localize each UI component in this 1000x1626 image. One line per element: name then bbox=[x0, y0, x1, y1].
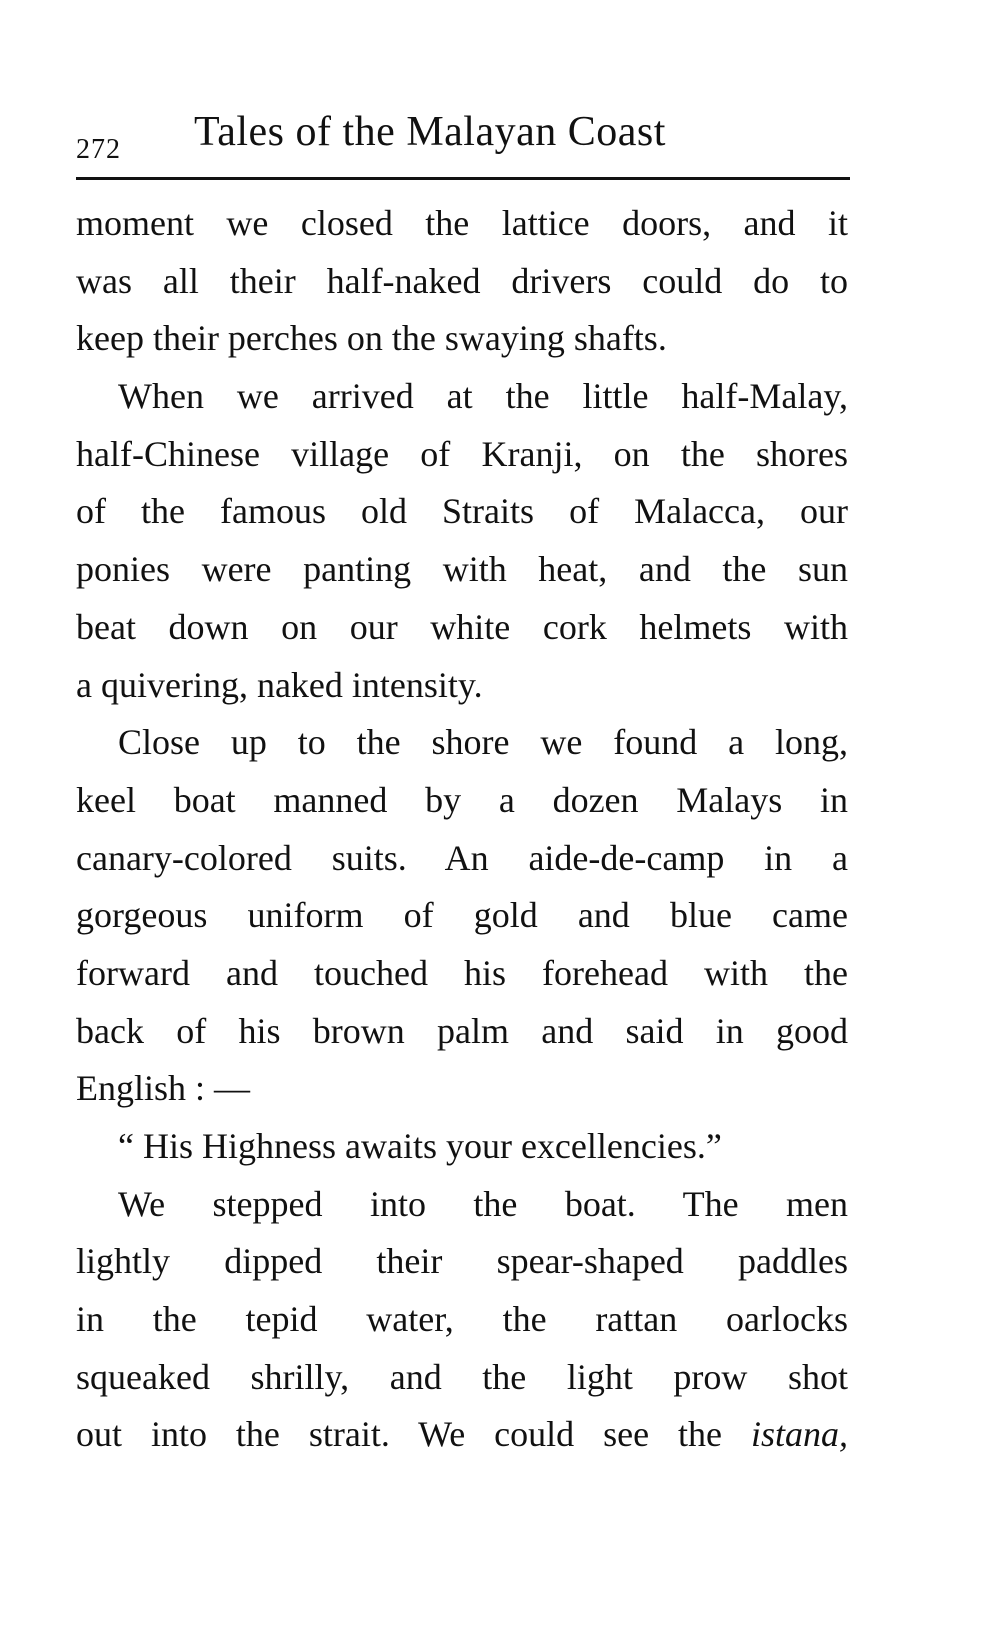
text-line-content: in the tepid water, the rattan oarlocks bbox=[76, 1299, 848, 1340]
text-line bbox=[76, 483, 848, 541]
text-line bbox=[76, 1003, 848, 1061]
text-line-content: was all their half-naked drivers could do to bbox=[76, 260, 848, 301]
text-line bbox=[76, 1233, 848, 1291]
italic-word: istana, bbox=[751, 1414, 849, 1455]
text-line bbox=[76, 1291, 848, 1349]
text-line bbox=[76, 945, 848, 1003]
text-line-content: forward and touched his forehead with the bbox=[76, 952, 848, 993]
text-line bbox=[76, 368, 848, 426]
text-line-content: ponies were panting with heat, and the sun bbox=[76, 549, 848, 590]
text-line bbox=[76, 1176, 848, 1234]
text-line bbox=[76, 426, 848, 484]
text-line bbox=[76, 253, 848, 311]
text-line-content: beat down on our white cork helmets with bbox=[76, 606, 848, 647]
text-line-content: English : — bbox=[76, 1068, 251, 1109]
text-line-content: moment we closed the lattice doors, and it bbox=[76, 203, 848, 243]
text-line-content: When we arrived at the little half-Malay, bbox=[118, 376, 848, 417]
running-head bbox=[76, 108, 850, 170]
text-line-content: Close up to the shore we found a long, bbox=[118, 722, 848, 763]
text-line bbox=[76, 541, 848, 599]
text-line bbox=[76, 599, 848, 657]
running-title: Tales of the Malayan Coast bbox=[194, 109, 666, 155]
text-line-content: out into the strait. We could see the bbox=[76, 1414, 723, 1455]
text-line bbox=[76, 195, 848, 253]
text-line-content: lightly dipped their spear-shaped paddles bbox=[76, 1241, 848, 1282]
body-text bbox=[76, 195, 848, 1464]
text-line-content: back of his brown palm and said in good bbox=[76, 1010, 848, 1051]
text-line-content: squeaked shrilly, and the light prow shot bbox=[76, 1356, 848, 1397]
text-line-content: “ His Highness awaits your excellencies.” bbox=[118, 1126, 722, 1166]
text-line bbox=[76, 1349, 848, 1407]
text-line-content: half-Chinese village of Kranji, on the shores bbox=[76, 433, 848, 474]
header-rule bbox=[76, 177, 850, 180]
text-line bbox=[76, 887, 848, 945]
page-number: 272 bbox=[76, 134, 121, 165]
text-line bbox=[76, 310, 848, 368]
text-line bbox=[76, 1060, 848, 1118]
text-line bbox=[76, 1406, 848, 1464]
text-line-content: gorgeous uniform of gold and blue came bbox=[76, 895, 848, 936]
text-line bbox=[76, 657, 848, 715]
text-line-content: of the famous old Straits of Malacca, our bbox=[76, 491, 848, 532]
text-line bbox=[76, 1118, 848, 1176]
text-line-content: keel boat manned by a dozen Malays in bbox=[76, 779, 848, 820]
text-line bbox=[76, 714, 848, 772]
text-line bbox=[76, 830, 848, 888]
text-line-content: a quivering, naked intensity. bbox=[76, 664, 483, 705]
text-line-content: canary-colored suits. An aide-de-camp in a bbox=[76, 837, 848, 878]
text-line bbox=[76, 772, 848, 830]
text-line-content: keep their perches on the swaying shafts. bbox=[76, 318, 667, 359]
text-line-content: We stepped into the boat. The men bbox=[118, 1183, 848, 1224]
